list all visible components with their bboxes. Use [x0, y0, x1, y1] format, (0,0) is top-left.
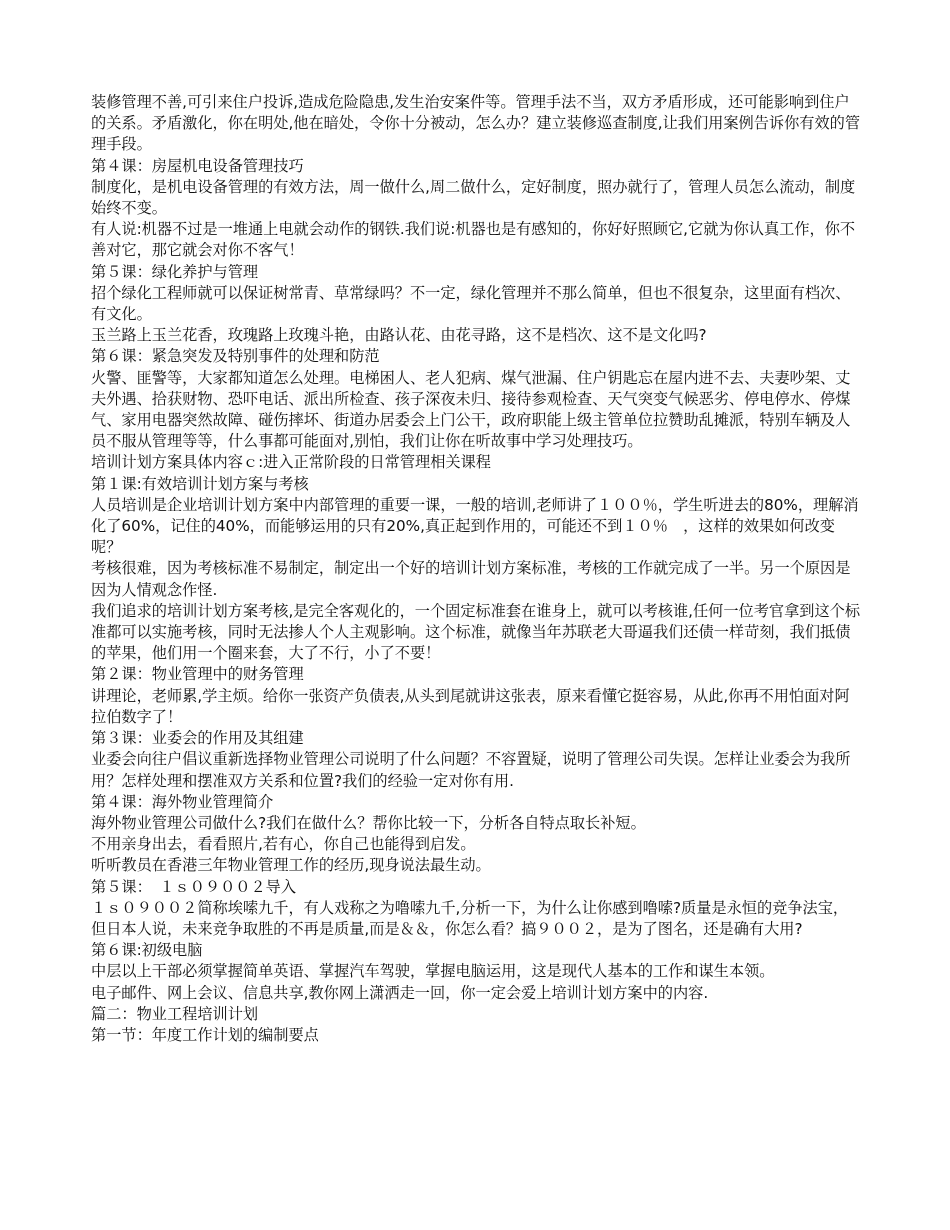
section-heading: 第一节：年度工作计划的编制要点: [91, 1025, 319, 1044]
paragraph: 人员培训是企业培训计划方案中内部管理的重要一课，一般的培训,老师讲了１００％，学生听进去的80%，理解消化了60%，记住的40%，而能够运用的只有20%,真正起到作用的，可能还不到１０％ ，这样的效果如何改变呢？: [91, 495, 859, 557]
paragraph: 业委会向往户倡议重新选择物业管理公司说明了什么问题？不容置疑，说明了管理公司失误。怎样让业委会为我所用？怎样处理和摆准双方关系和位置?我们的经验一定对你有用.: [91, 750, 851, 790]
paragraph: 招个绿化工程师就可以保证树常青、草常绿吗？不一定，绿化管理并不那么简单，但也不很复杂，这里面有档次、有文化。: [91, 283, 851, 324]
paragraph: 考核很难，因为考核标准不易制定，制定出一个好的培训计划方案标准，考核的工作就完成了一半。另一个原因是因为人情观念作怪.: [91, 559, 851, 599]
paragraph: 中层以上干部必须掌握简单英语、掌握汽车驾驶，掌握电脑运用，这是现代人基本的工作和谋生本领。: [91, 962, 775, 981]
paragraph: 讲理论，老师累,学主烦。给你一张资产负债表,从头到尾就讲这张表，原来看懂它挺容易，从此,你再不用怕面对阿拉伯数字了！: [91, 686, 850, 726]
section-heading: 培训计划方案具体内容ｃ:进入正常阶段的日常管理相关课程: [91, 453, 491, 472]
lesson-heading: 第３课：业委会的作用及其组建: [91, 729, 304, 748]
lesson-heading: 第５课： １ｓ０９００２导入: [91, 877, 297, 896]
paragraph: 装修管理不善,可引来住户投诉,造成危险隐患,发生治安案件等。管理手法不当，双方矛盾形成，还可能影响到住户的关系。矛盾激化，你在明处,他在暗处，令你十分被动，怎么办？建立装修巡查制度,让我们用案例告诉你有效的管理手段。: [91, 93, 861, 154]
lesson-heading: 第５课：绿化养护与管理: [91, 262, 259, 281]
paragraph: 电子邮件、网上会议、信息共享,教你网上潇洒走一回，你一定会爱上培训计划方案中的内容.: [91, 983, 709, 1002]
lesson-heading: 第６课：紧急突发及特别事件的处理和防范: [91, 347, 380, 366]
paragraph: 制度化，是机电设备管理的有效方法，周一做什么,周二做什么，定好制度，照办就行了，管理人员怎么流动，制度始终不变。: [91, 177, 856, 218]
paragraph: 听听教员在香港三年物业管理工作的经历,现身说法最生动。: [91, 856, 491, 875]
paragraph: 火警、匪警等，大家都知道怎么处理。电梯困人、老人犯病、煤气泄漏、住户钥匙忘在屋内进不去、夫妻吵架、丈夫外遇、拾获财物、恐吓电话、派出所检查、孩子深夜未归、接待参观检查、天气突变气候恶劣、停电停水、停煤气、家用电器突然故障、碰伤摔坏、街道办居委会上门公干，政府职能上级主管单位拉赞助乱摊派，特别车辆及人员不服从管理等等，什么事都可能面对,别怕，我们让你在听故事中学习处理技巧。: [91, 368, 851, 451]
chapter-heading: 篇二：物业工程培训计划: [91, 1004, 259, 1023]
lesson-heading: 第２课：物业管理中的财务管理: [91, 665, 304, 684]
document-body: [91, 92, 861, 1046]
paragraph: 我们追求的培训计划方案考核,是完全客观化的，一个固定标准套在谁身上，就可以考核谁,任何一位考官拿到这个标准都可以实施考核，同时无法掺人个人主观影响。这个标准，就像当年苏联老大哥逼我们还债一样苛刻，我们抵债的苹果，他们用一个圈来套，大了不行，小了不要！: [91, 601, 861, 663]
lesson-heading: 第６课:初级电脑: [91, 941, 203, 960]
paragraph: 有人说:机器不过是一堆通上电就会动作的钢铁.我们说:机器也是有感知的，你好好照顾它,它就为你认真工作，你不善对它，那它就会对你不客气！: [91, 220, 856, 260]
lesson-heading: 第４课：海外物业管理简介: [91, 792, 274, 811]
lesson-heading: 第１课:有效培训计划方案与考核: [91, 474, 309, 493]
paragraph: １ｓ０９００２简称埃嗦九千，有人戏称之为噜嗦九千,分析一下，为什么让你感到噜嗦?质量是永恒的竞争法宝，但日本人说，未来竞争取胜的不再是质量,而是＆＆，你怎么看？搞９００２，是为了图名，还是确有大用?: [91, 898, 849, 938]
paragraph: 海外物业管理公司做什么?我们在做什么？帮你比较一下，分析各自特点取长补短。: [91, 813, 646, 832]
paragraph: 玉兰路上玉兰花香，玫瑰路上玫瑰斗艳，由路认花、由花寻路，这不是档次、这不是文化吗?: [91, 326, 707, 345]
paragraph: 不用亲身出去，看看照片,若有心，你自己也能得到启发。: [91, 835, 476, 854]
lesson-heading: 第４课：房屋机电设备管理技巧: [91, 156, 304, 175]
